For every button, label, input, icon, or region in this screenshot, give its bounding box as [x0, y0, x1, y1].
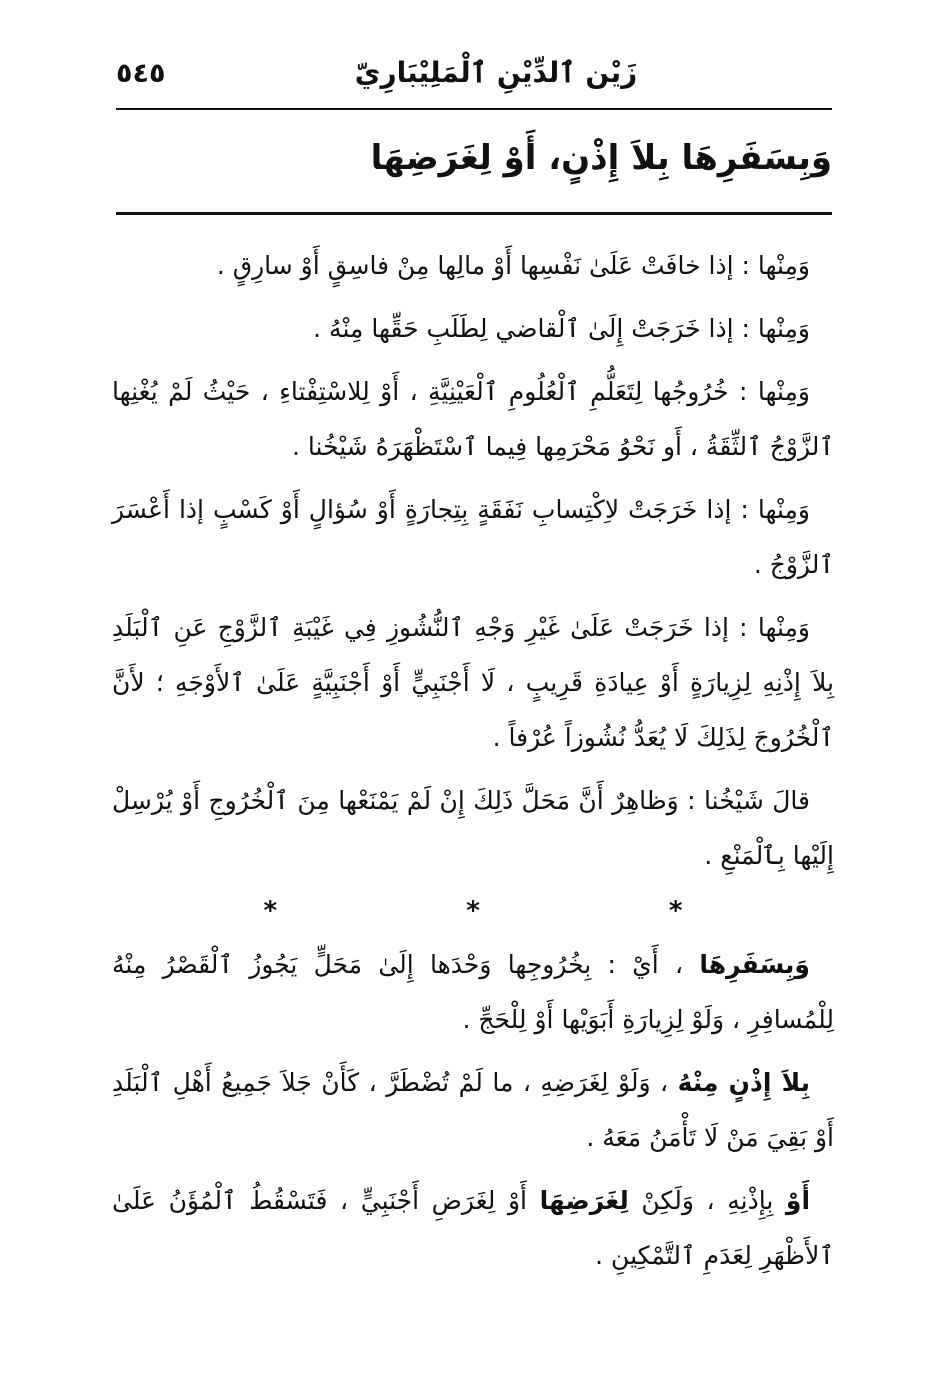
matn-quote: لِغَرَضِهَا — [539, 1186, 629, 1215]
paragraph-1: وَمِنْها : إذا خافَتْ عَلَىٰ نَفْسِها أَوْ مالِها مِنْ فاسِقٍ أَوْ سارِقٍ . — [216, 251, 810, 280]
commentary-paragraph-2 — [112, 1055, 834, 1165]
matn-quote: أَوْ — [785, 1186, 811, 1215]
commentary-text: ، وَلَوْ لِغَرَضِهِ ، ما لَمْ تُضْطَرَّ ، كَأَنْ جَلاَ جَمِيعُ أَهْلِ ٱلْبَلَدِ أَوْ بَقِيَ مَنْ لَا تَأْمَنُ مَعَهُ . — [112, 1068, 834, 1152]
paragraph-2: وَمِنْها : إذا خَرَجَتْ إِلَىٰ ٱلْقاضي لِطَلَبِ حَقِّها مِنْهُ . — [313, 314, 810, 343]
header-title: زَيْن ٱلدِّيْنِ ٱلْمَلِيْبَارِيّ — [354, 56, 638, 89]
page-number: ٥٤٥ — [116, 58, 166, 89]
commentary-paragraph-3 — [112, 1173, 834, 1283]
section-divider — [116, 212, 832, 215]
matn-quote: بِلاَ إِذْنٍ مِنْهُ — [677, 1068, 811, 1097]
paragraph-3: وَمِنْها : خُرُوجُها لِتَعَلُّمِ ٱلْعُلُومِ ٱلْعَيْنِيَّةِ ، أَوْ لِلاسْتِفْتاءِ ، حَيْثُ لَمْ يُغْنِها ٱلزَّوْجُ ٱلثِّقَةُ ، أَو نَحْوُ مَحْرَمِها فِيما ٱسْتَظْهَرَهُ شَيْخُنا . — [112, 377, 834, 461]
paragraph-4: وَمِنْها : إذا خَرَجَتْ لاِكْتِسابِ نَفَقَةٍ بِتِجارَةٍ أَوْ سُؤالٍ أَوْ كَسْبٍ إذا أَعْسَرَ ٱلزَّوْجُ . — [112, 495, 834, 579]
asterisk-separator: * * * — [263, 896, 773, 926]
matn-text: وَبِسَفَرِهَا بِلاَ إِذْنٍ، أَوْ لِغَرَضِهَا — [370, 138, 832, 178]
commentary-paragraph-1 — [112, 937, 834, 1047]
matn-quote: وَبِسَفَرِهَا — [699, 950, 810, 979]
commentary-text: ، أَيْ : بِخُرُوجِها وَحْدَها إِلَىٰ مَحَلٍّ يَجُوزُ ٱلْقَصْرُ مِنْهُ لِلْمُسافِرِ ، وَلَوْ لِزِيارَةِ أَبَوَيْها أَوْ لِلْحَجِّ . — [112, 950, 834, 1034]
commentary-body — [112, 238, 834, 1291]
paragraph-5: وَمِنْها : إذا خَرَجَتْ عَلَىٰ غَيْرِ وَجْهِ ٱلنُّشُوزِ فِي غَيْبَةِ ٱلزَّوْجِ عَنِ ٱلْبَلَدِ بِلاَ إِذْنِهِ لِزِيارَةٍ أَوْ عِيادَةِ قَرِيبٍ ، لَا أَجْنَبِيٍّ أَوْ أَجْنَبِيَّةٍ عَلَىٰ ٱلأَوْجَهِ ؛ لأَنَّ ٱلْخُرُوجَ لِذَلِكَ لَا يُعَدُّ نُشُوزاً عُرْفاً . — [112, 613, 834, 752]
commentary-text: أَوْ لِغَرَضِ أَجْنَبِيٍّ ، فَتَسْقُطُ ٱلْمُؤَنُ عَلَىٰ ٱلأَظْهَرِ لِعَدَمِ ٱلتَّمْكِينِ . — [112, 1186, 834, 1270]
header-rule — [116, 108, 832, 110]
commentary-text: بِإِذْنِهِ ، وَلَكِنْ — [641, 1186, 774, 1215]
running-header — [116, 52, 832, 100]
paragraph-6: قالَ شَيْخُنا : وَظاهِرٌ أَنَّ مَحَلَّ ذَلِكَ إِنْ لَمْ يَمْنَعْها مِنَ ٱلْخُرُوجِ أَوْ يُرْسِلْ إِلَيْها بِٱلْمَنْعِ . — [112, 786, 834, 870]
